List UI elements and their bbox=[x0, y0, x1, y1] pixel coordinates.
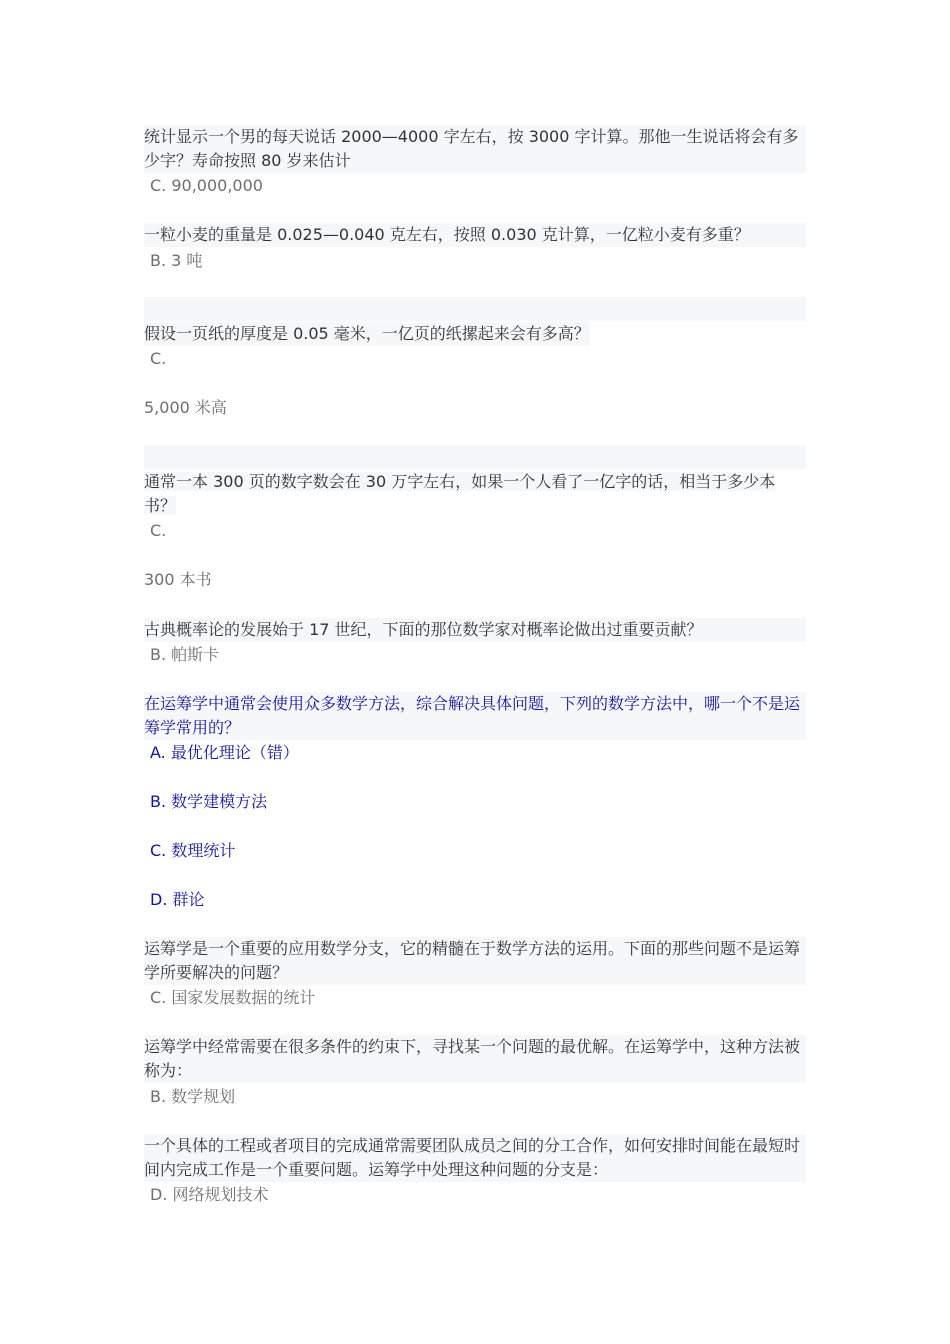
option-b: B. 数学建模方法 bbox=[150, 792, 268, 811]
blank-strip bbox=[144, 297, 806, 321]
answer-3-letter: C. bbox=[150, 349, 167, 368]
question-3-wrap bbox=[144, 322, 590, 346]
option-c: C. 数理统计 bbox=[150, 841, 236, 860]
option-d: D. 群论 bbox=[150, 890, 205, 909]
question-9: 一个具体的工程或者项目的完成通常需要团队成员之间的分工合作，如何安排时间能在最短时间内完成工作是一个重要问题。运筹学中处理这种问题的分支是： bbox=[144, 1134, 806, 1182]
answer-4-text: 300 本书 bbox=[144, 570, 212, 589]
question-2: 一粒小麦的重量是 0.025—0.040 克左右，按照 0.030 克计算，一亿粒小麦有多重？ bbox=[144, 223, 806, 247]
answer-8: B. 数学规划 bbox=[150, 1087, 236, 1106]
question-1: 统计显示一个男的每天说话 2000—4000 字左右，按 3000 字计算。那他一生说话将会有多少字？寿命按照 80 岁来估计 bbox=[144, 125, 806, 173]
answer-1: C. 90,000,000 bbox=[150, 176, 263, 195]
question-7: 运筹学是一个重要的应用数学分支，它的精髓在于数学方法的运用。下面的那些问题不是运筹学所要解决的问题？ bbox=[144, 937, 806, 985]
answer-7: C. 国家发展数据的统计 bbox=[150, 988, 316, 1007]
answer-5: B. 帕斯卡 bbox=[150, 645, 220, 664]
answer-3-text: 5,000 米高 bbox=[144, 398, 227, 417]
question-4 bbox=[144, 470, 806, 518]
question-6: 在运筹学中通常会使用众多数学方法，综合解决具体问题，下列的数学方法中，哪一个不是运筹学常用的？ bbox=[144, 692, 806, 740]
option-a: A. 最优化理论（错） bbox=[150, 743, 299, 762]
answer-4-letter: C. bbox=[150, 521, 167, 540]
answer-2: B. 3 吨 bbox=[150, 251, 203, 270]
question-8: 运筹学中经常需要在很多条件的约束下，寻找某一个问题的最优解。在运筹学中，这种方法被称为： bbox=[144, 1035, 806, 1083]
question-5: 古典概率论的发展始于 17 世纪，下面的那位数学家对概率论做出过重要贡献？ bbox=[144, 618, 806, 642]
answer-9: D. 网络规划技术 bbox=[150, 1185, 269, 1204]
question-4-text: 通常一本 300 页的数字数会在 30 万字左右，如果一个人看了一亿字的话，相当于多少本书？ bbox=[144, 472, 776, 515]
question-3: 假设一页纸的厚度是 0.05 毫米，一亿页的纸摞起来会有多高？ bbox=[144, 322, 590, 346]
blank-strip bbox=[144, 445, 806, 469]
